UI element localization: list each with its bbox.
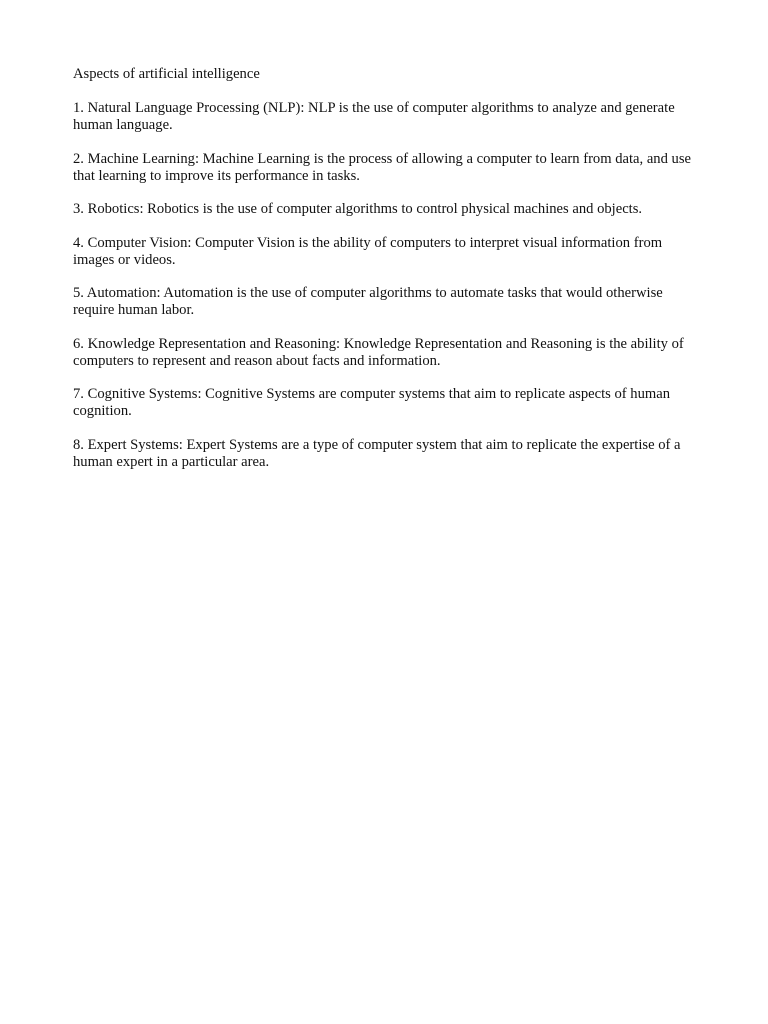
list-item: 2. Machine Learning: Machine Learning is the process of allowing a computer to learn from data, and use that learning to improve its performance in tasks. xyxy=(73,150,691,184)
list-item: 8. Expert Systems: Expert Systems are a type of computer system that aim to replicate the expertise of a human expert in a particular area. xyxy=(73,436,681,470)
document-page xyxy=(73,66,701,487)
list-item: 6. Knowledge Representation and Reasoning: Knowledge Representation and Reasoning is the ability of computers to represent and reason about facts and information. xyxy=(73,335,684,369)
list-item: 1. Natural Language Processing (NLP): NLP is the use of computer algorithms to analyze and generate human language. xyxy=(73,100,675,133)
list-item: 7. Cognitive Systems: Cognitive Systems are computer systems that aim to replicate aspects of human cognition. xyxy=(73,386,671,419)
list-item: 3. Robotics: Robotics is the use of computer algorithms to control physical machines and objects. xyxy=(73,201,643,217)
list-item: 5. Automation: Automation is the use of computer algorithms to automate tasks that would otherwise require human labor. xyxy=(73,285,663,318)
list-item: 4. Computer Vision: Computer Vision is the ability of computers to interpret visual information from images or videos. xyxy=(73,234,663,268)
document-title: Aspects of artificial intelligence xyxy=(73,66,260,82)
